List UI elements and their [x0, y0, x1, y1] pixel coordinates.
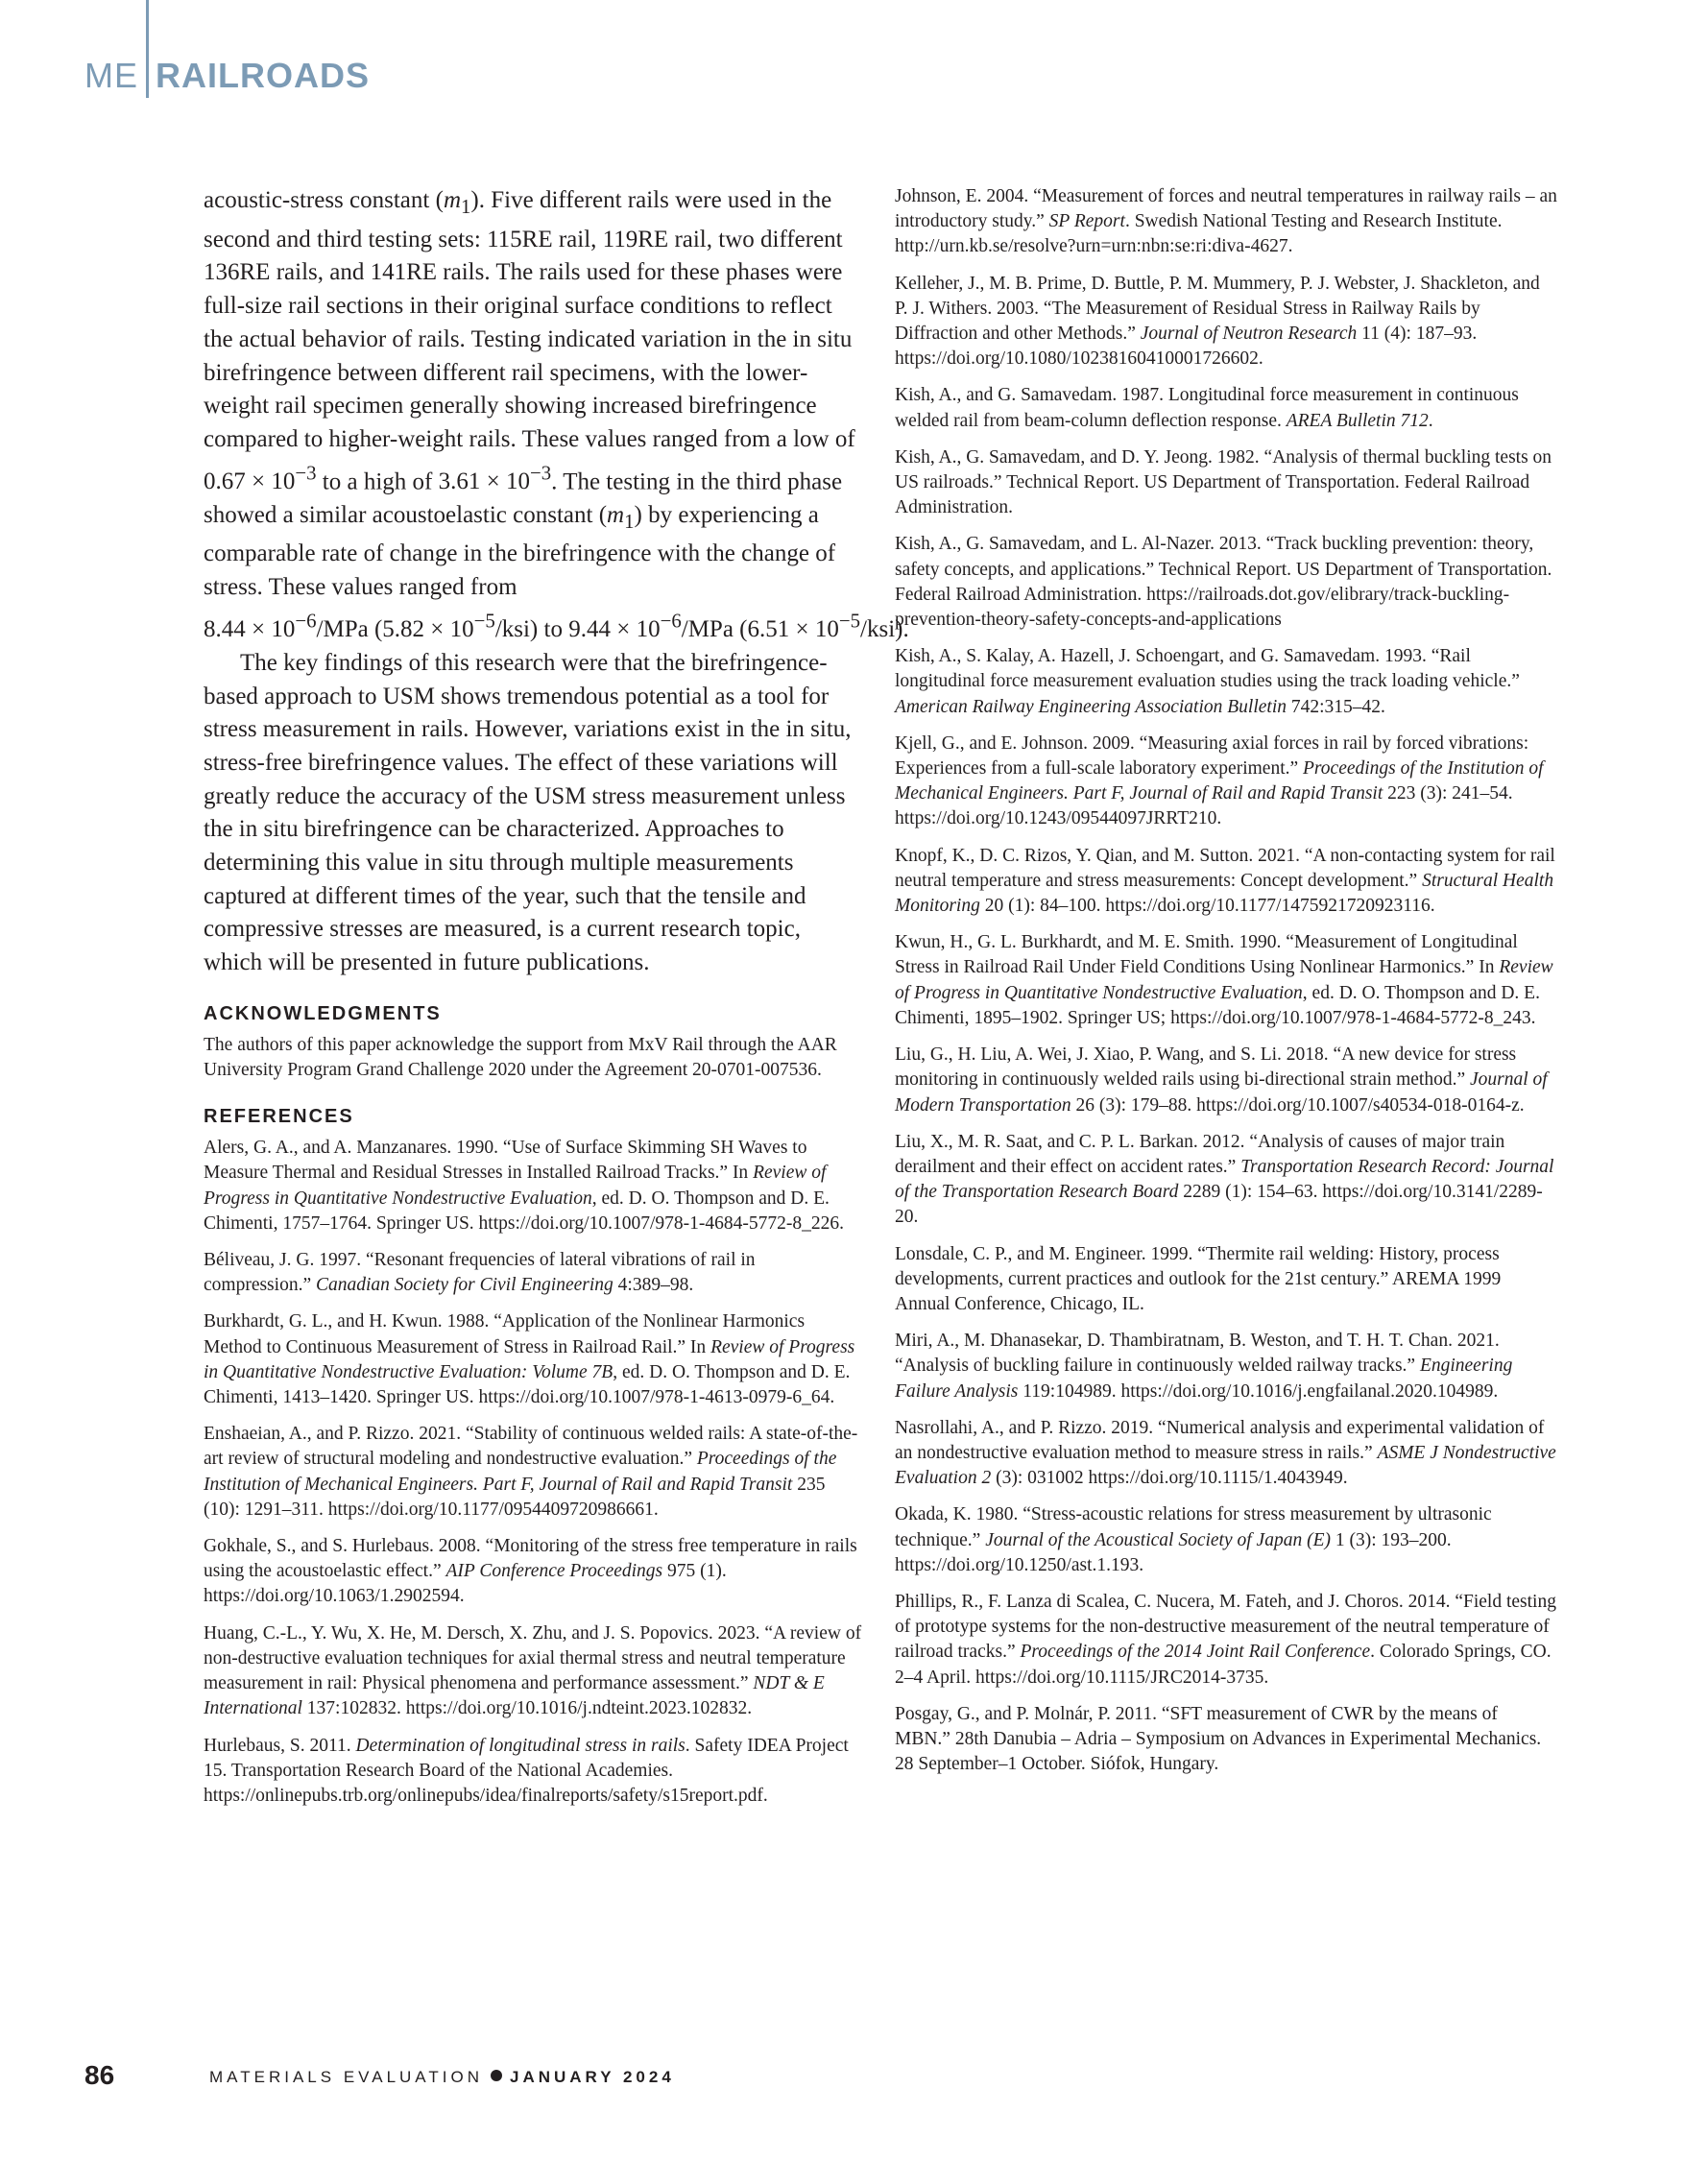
acknowledgments-text: The authors of this paper acknowledge the support from MxV Rail through the AAR University Program Grand Challenge 2020 under the Agreement 20-0701-007536.: [204, 1034, 837, 1081]
reference-entry: Kjell, G., and E. Johnson. 2009. “Measuring axial forces in rail by forced vibrations: Experiences from a full-scale laboratory experiment.” Proceedings of the Institution of Mechanical Engineers. Part F, Journal of Rail and Rapid Transit 223 (3): 241–54. https://doi.org/10.1243/09544097JRRT210.: [895, 732, 1544, 829]
body-paragraph-1: acoustic-stress constant $(m_1)$. Five different rails were used in the second and third testing sets: 115RE rail, 119RE rail, two different 136RE rails, and 141RE rails. The rails used for these phases were full-size rail sections in their original surface conditions to reflect the actual behavior of rails. Testing indicated variation in the in situ birefringence between different rail specimens, with the lower-weight rail specimen generally showing increased birefringence compared to higher-weight rails. These values ranged from a low of $0.67 \times 10^{-3}$ to a high of $3.61 \times 10^{-3}$. The testing in the third phase showed a similar acoustoelastic constant $(m_1)$ by experiencing a comparable rate of change in the birefringence with the change of stress. These values ranged from $8.44 \times 10^{-6}$/MPa $(5.82 \times 10^{-5}/ksi)$ to $9.44 \times 10^{-6}$/MPa $(6.51 \times 10^{-5}/ksi)$.: [204, 187, 909, 643]
reference-entry: Nasrollahi, A., and P. Rizzo. 2019. “Numerical analysis and experimental validation of an nondestructive evaluation method to measure stress in rails.” ASME J Nondestructive Evaluation 2 (3): 031002 https://doi.org/10.1115/1.4043949.: [895, 1417, 1556, 1489]
reference-entry: Okada, K. 1980. “Stress-acoustic relations for stress measurement by ultrasonic technique.” Journal of the Acoustical Society of Japan (E) 1 (3): 193–200. https://doi.org/10.1250/ast.1.193.: [895, 1504, 1492, 1575]
journal-name: MATERIALS EVALUATION: [209, 2068, 483, 2086]
acknowledgments-heading: ACKNOWLEDGMENTS: [204, 1002, 442, 1024]
reference-entry: Béliveau, J. G. 1997. “Resonant frequencies of lateral vibrations of rail in compression.” Canadian Society for Civil Engineering 4:389–98.: [204, 1250, 756, 1296]
journal-abbr: ME: [84, 56, 138, 95]
body-paragraph-2: The key findings of this research were that the birefringence-based approach to USM shows tremendous potential as a tool for stress measurement in rails. However, variations exist in the in situ, stress-free birefringence values. The effect of these variations will greatly reduce the accuracy of the USM stress measurement unless the in situ birefringence can be characterized. Approaches to determining this value in situ through multiple measurements captured at different times of the year, such that the tensile and compressive stresses are measured, is a current research topic, which will be presented in future publications.: [204, 649, 852, 976]
page-number: 86: [84, 2060, 115, 2090]
section-header: [84, 56, 370, 96]
issue-date: JANUARY 2024: [510, 2068, 675, 2086]
references-list-left: [204, 1136, 862, 1809]
reference-entry: Kish, A., G. Samavedam, and L. Al-Nazer. 2013. “Track buckling prevention: theory, safety concepts, and applications.” Technical Report. US Department of Transportation. Federal Railroad Administration. https://railroads.dot.gov/elibrary/track-buckling-prevention-theory-safety-concepts-and-applications: [895, 534, 1552, 631]
reference-entry: Enshaeian, A., and P. Rizzo. 2021. “Stability of continuous welded rails: A state-of-the-art review of structural modeling and nondestructive evaluation.” Proceedings of the Institution of Mechanical Engineers. Part F, Journal of Rail and Rapid Transit 235 (10): 1291–311. https://doi.org/10.1177/0954409720986661.: [204, 1424, 858, 1520]
reference-entry: Huang, C.-L., Y. Wu, X. He, M. Dersch, X. Zhu, and J. S. Popovics. 2023. “A review of non-destructive evaluation techniques for axial thermal stress and neutral temperature measurement in rail: Physical phenomena and performance assessment.” NDT & E International 137:102832. https://doi.org/10.1016/j.ndteint.2023.102832.: [204, 1622, 862, 1719]
bullet-separator: [491, 2070, 502, 2081]
reference-entry: Kwun, H., G. L. Burkhardt, and M. E. Smith. 1990. “Measurement of Longitudinal Stress in Railroad Rail Under Field Conditions Using Nonlinear Harmonics.” In Review of Progress in Quantitative Nondestructive Evaluation, ed. D. O. Thompson and D. E. Chimenti, 1895–1902. Springer US; https://doi.org/10.1007/978-1-4684-5772-8_243.: [895, 932, 1553, 1028]
reference-entry: Liu, X., M. R. Saat, and C. P. L. Barkan. 2012. “Analysis of causes of major train derailment and their effect on accident rates.” Transportation Research Record: Journal of the Transportation Research Board 2289 (1): 154–63. https://doi.org/10.3141/2289-20.: [895, 1131, 1554, 1228]
footer-running-title: [209, 2068, 675, 2087]
reference-entry: Gokhale, S., and S. Hurlebaus. 2008. “Monitoring of the stress free temperature in rails using the acoustoelastic effect.” AIP Conference Proceedings 975 (1). https://doi.org/10.1063/1.2902594.: [204, 1536, 857, 1607]
left-column: [204, 184, 909, 1820]
references-list-right: [895, 184, 1557, 1777]
reference-entry: Kish, A., G. Samavedam, and D. Y. Jeong. 1982. “Analysis of thermal buckling tests on US railroads.” Technical Report. US Department of Transportation. Federal Railroad Administration.: [895, 446, 1552, 518]
reference-entry: Kish, A., S. Kalay, A. Hazell, J. Schoengart, and G. Samavedam. 1993. “Rail longitudinal force measurement evaluation studies using the track loading vehicle.” American Railway Engineering Association Bulletin 742:315–42.: [895, 646, 1520, 717]
reference-entry: Knopf, K., D. C. Rizos, Y. Qian, and M. Sutton. 2021. “A non-contacting system for rail neutral temperature and stress measurements: Concept development.” Structural Health Monitoring 20 (1): 84–100. https://doi.org/10.1177/1475921720923116.: [895, 845, 1555, 917]
reference-entry: Lonsdale, C. P., and M. Engineer. 1999. “Thermite rail welding: History, process developments, current practices and outlook for the 21st century.” AREMA 1999 Annual Conference, Chicago, IL.: [895, 1243, 1502, 1314]
references-heading: REFERENCES: [204, 1106, 354, 1128]
reference-entry: Liu, G., H. Liu, A. Wei, J. Xiao, P. Wang, and S. Li. 2018. “A new device for stress monitoring in continuously welded rails using bi-directional strain method.” Journal of Modern Transportation 26 (3): 179–88. https://doi.org/10.1007/s40534-018-0164-z.: [895, 1044, 1548, 1116]
reference-entry: Hurlebaus, S. 2011. Determination of longitudinal stress in rails. Safety IDEA Project 15. Transportation Research Board of the National Academies. https://onlinepubs.trb.org/onlinepubs/idea/finalreports/safety/s15report.pdf.: [204, 1735, 849, 1806]
reference-entry: Miri, A., M. Dhanasekar, D. Thambiratnam, B. Weston, and T. H. T. Chan. 2021. “Analysis of buckling failure in continuously welded railway tracks.” Engineering Failure Analysis 119:104989. https://doi.org/10.1016/j.engfailanal.2020.104989.: [895, 1331, 1513, 1402]
reference-entry: Burkhardt, G. L., and H. Kwun. 1988. “Application of the Nonlinear Harmonics Method to Continuous Measurement of Stress in Railroad Rail.” In Review of Progress in Quantitative Nondestructive Evaluation: Volume 7B, ed. D. O. Thompson and D. E. Chimenti, 1413–1420. Springer US. https://doi.org/10.1007/978-1-4613-0979-6_64.: [204, 1311, 855, 1408]
reference-entry: Posgay, G., and P. Molnár, P. 2011. “SFT measurement of CWR by the means of MBN.” 28th Danubia – Adria – Symposium on Advances in Experimental Mechanics. 28 September–1 October. Siófok, Hungary.: [895, 1703, 1542, 1775]
reference-entry: Kelleher, J., M. B. Prime, D. Buttle, P. M. Mummery, P. J. Webster, J. Shackleton, and P. J. Withers. 2003. “The Measurement of Residual Stress in Railway Rails by Diffraction and other Methods.” Journal of Neutron Research 11 (4): 187–93. https://doi.org/10.1080/10238160410001726602.: [895, 273, 1540, 370]
right-column: [895, 184, 1557, 1788]
reference-entry: Phillips, R., F. Lanza di Scalea, C. Nucera, M. Fateh, and J. Choros. 2014. “Field testing of prototype systems for the non-destructive measurement of the neutral temperature of railroad tracks.” Proceedings of the 2014 Joint Rail Conference. Colorado Springs, CO. 2–4 April. https://doi.org/10.1115/JRC2014-3735.: [895, 1591, 1556, 1688]
section-name: RAILROADS: [156, 56, 370, 95]
reference-entry: Kish, A., and G. Samavedam. 1987. Longitudinal force measurement in continuous welded rail from beam-column deflection response. AREA Bulletin 712.: [895, 385, 1519, 431]
reference-entry: Johnson, E. 2004. “Measurement of forces and neutral temperatures in railway rails – an introductory study.” SP Report. Swedish National Testing and Research Institute. http://urn.kb.se/resolve?urn=urn:nbn:se:ri:diva-4627.: [895, 186, 1557, 257]
reference-entry: Alers, G. A., and A. Manzanares. 1990. “Use of Surface Skimming SH Waves to Measure Thermal and Residual Stresses in Installed Railroad Tracks.” In Review of Progress in Quantitative Nondestructive Evaluation, ed. D. O. Thompson and D. E. Chimenti, 1757–1764. Springer US. https://doi.org/10.1007/978-1-4684-5772-8_226.: [204, 1138, 844, 1234]
